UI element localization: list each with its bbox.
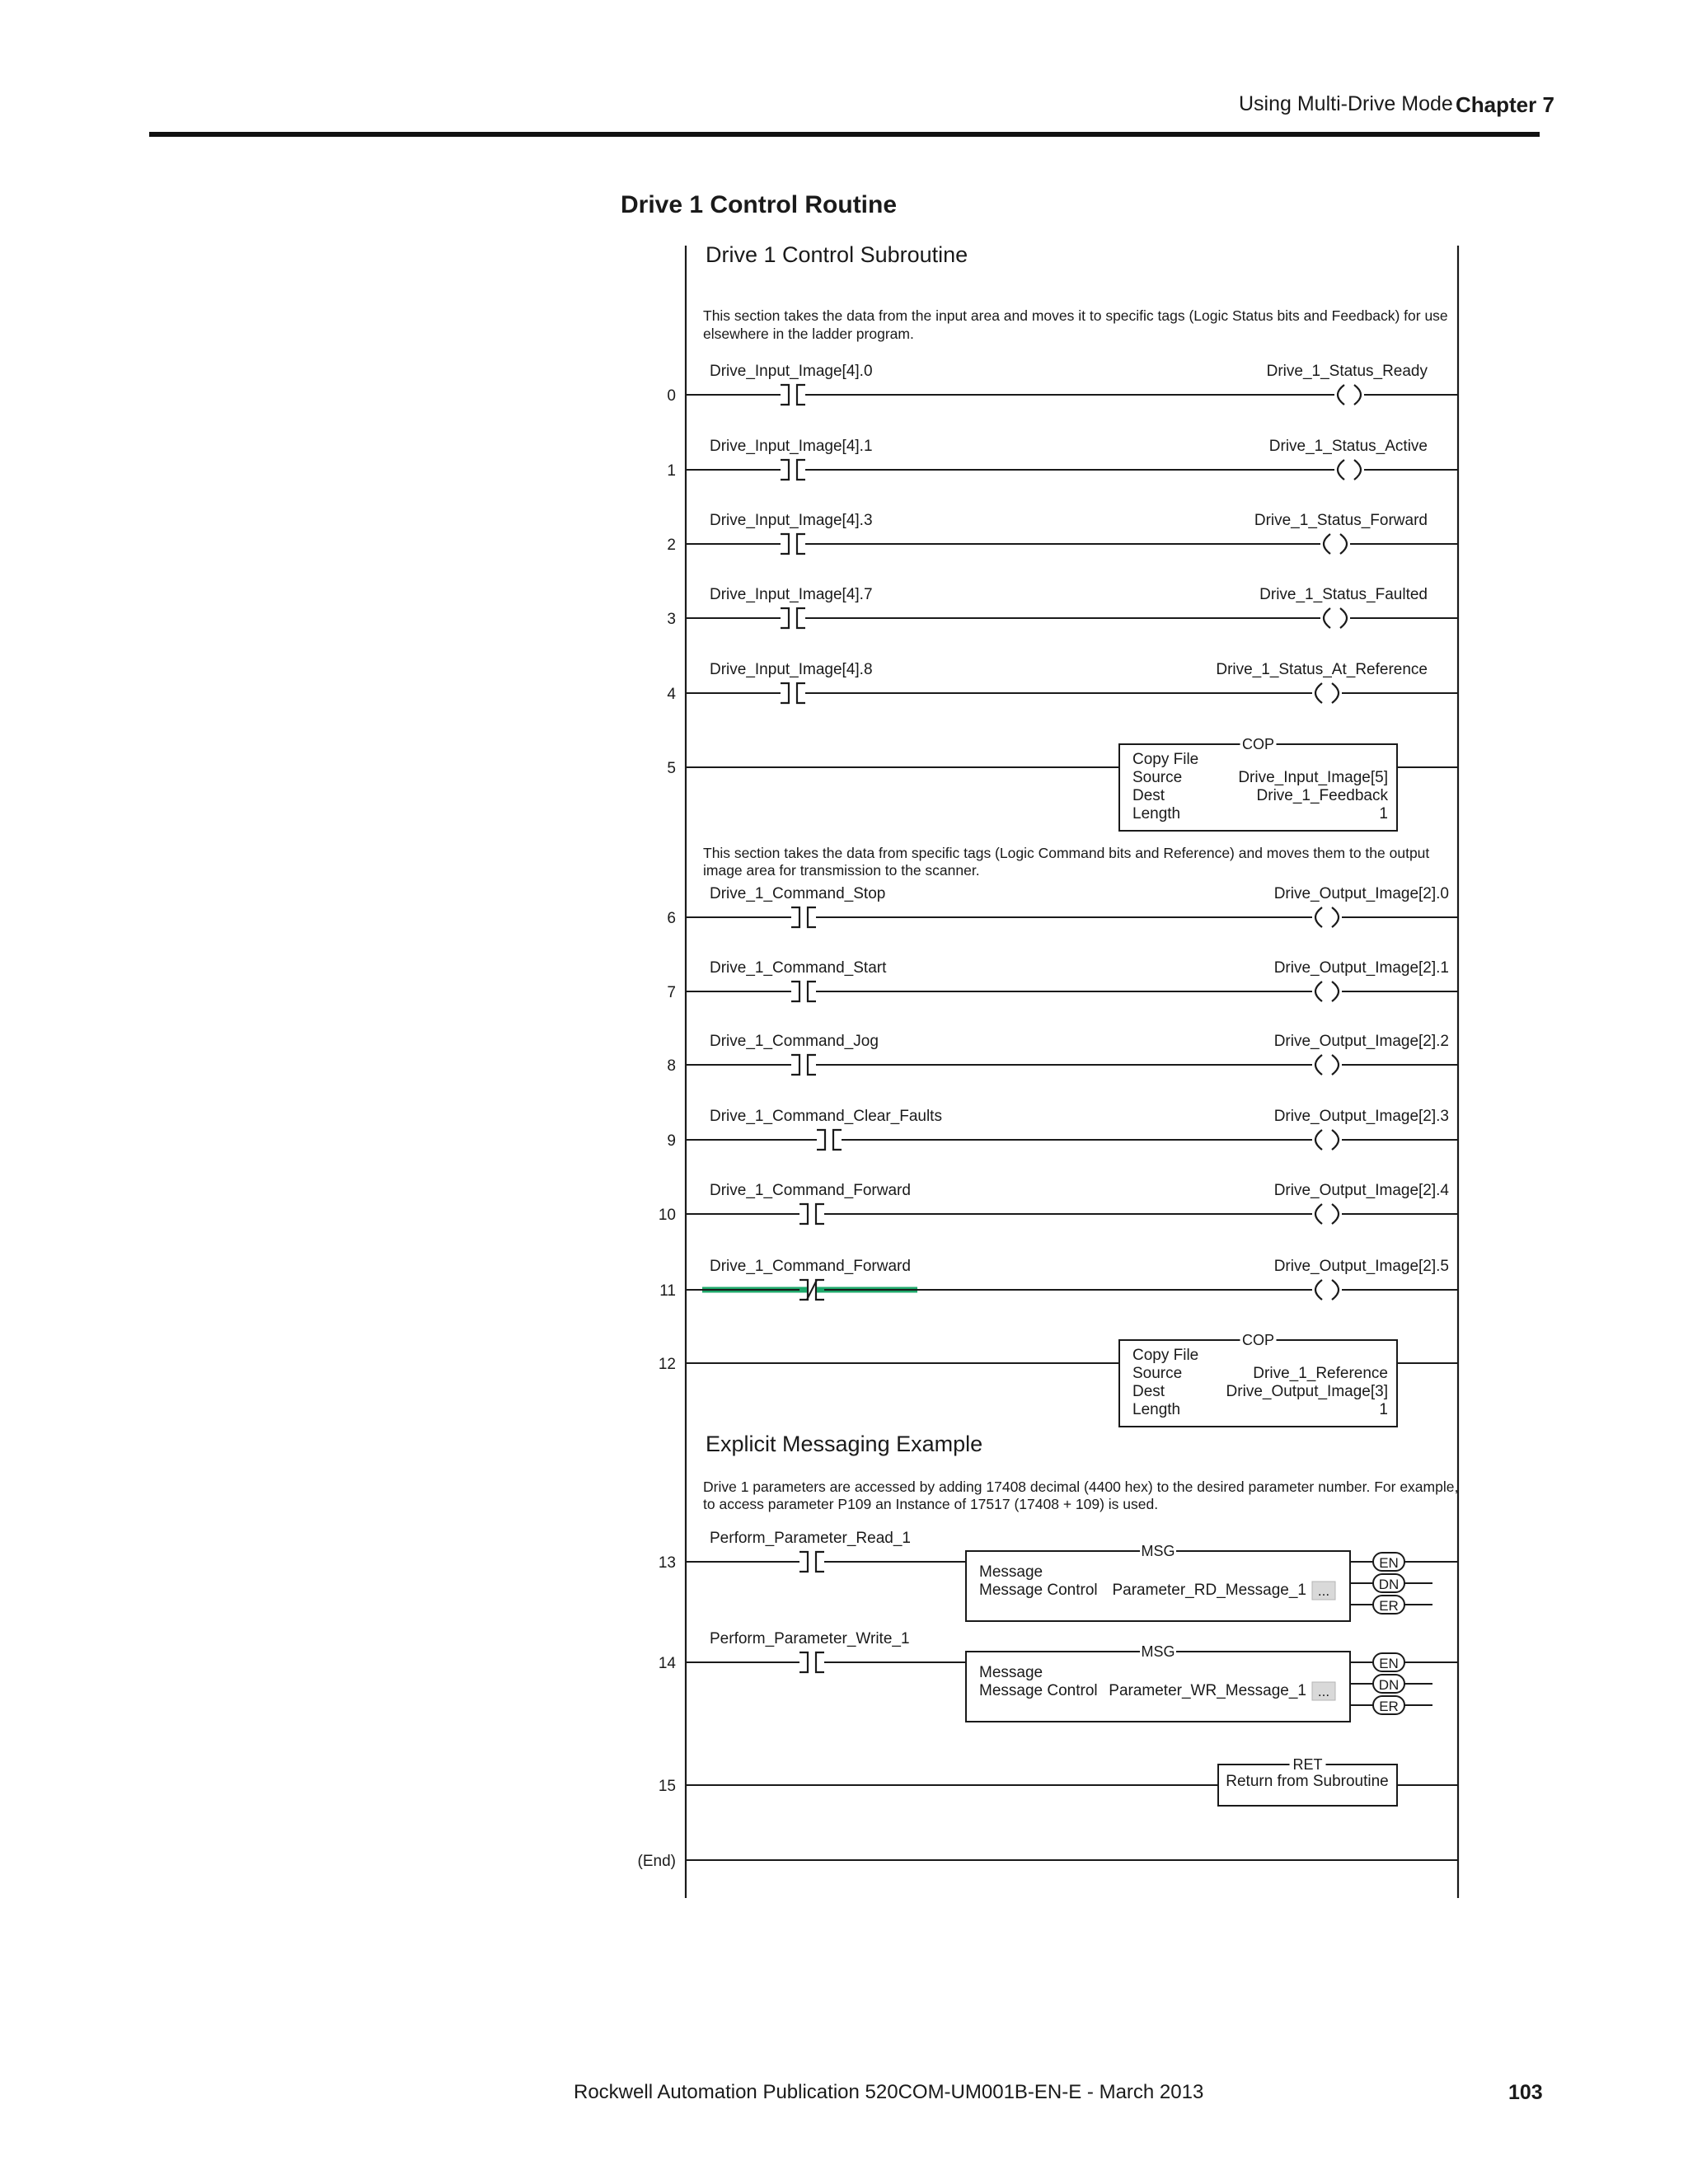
contact-1-left [781, 460, 789, 480]
msg-bit-label-14-1: DN [1378, 1677, 1400, 1693]
coil-2-right [1340, 534, 1347, 554]
contact-2-left [781, 534, 789, 554]
contact-9-right [833, 1130, 842, 1150]
msg-bit-label-13-2: ER [1379, 1598, 1399, 1614]
contact-13-left [799, 1552, 808, 1572]
cop-row-value-5-0: Drive_Input_Image[5] [1238, 769, 1388, 786]
coil-tag-7: Drive_Output_Image[2].1 [1273, 959, 1449, 977]
rung-number-8: 8 [667, 1057, 676, 1075]
ret-block-name: RET [1292, 1756, 1323, 1773]
cop-row-label-5-1: Dest [1132, 787, 1165, 804]
rung-number-9: 9 [667, 1132, 676, 1150]
coil-9-right [1332, 1130, 1339, 1150]
contact-tag-3: Drive_Input_Image[4].7 [710, 586, 873, 603]
cop-row-label-12-1: Dest [1132, 1383, 1165, 1400]
coil-0-right [1354, 385, 1361, 405]
cop-block-5-name: COP [1241, 736, 1275, 752]
coil-3-right [1340, 608, 1347, 628]
comment-3-line-2: to access parameter P109 an Instance of 17517 (17408 + 109) is used. [703, 1496, 1159, 1512]
contact-10-right [816, 1204, 824, 1224]
page-title: Drive 1 Control Routine [621, 191, 898, 218]
comment-1-line-2: elsewhere in the ladder program. [703, 326, 914, 342]
cop-row-label-12-0: Source [1132, 1365, 1183, 1382]
cop-row-value-5-2: 1 [1379, 805, 1388, 823]
explicit-messaging-title: Explicit Messaging Example [706, 1432, 983, 1456]
msg-title-13: Message [979, 1563, 1043, 1581]
coil-3-left [1324, 608, 1330, 628]
contact-14-right [816, 1652, 824, 1672]
contact-tag-10: Drive_1_Command_Forward [710, 1182, 911, 1199]
contact-6-right [808, 907, 816, 927]
comment-2-line-1: This section takes the data from specific tags (Logic Command bits and Reference) and moves them to the output [703, 845, 1430, 861]
comment-3-line-1: Drive 1 parameters are accessed by adding 17408 decimal (4400 hex) to the desired parameter number. For example, [703, 1479, 1459, 1495]
coil-4-left [1315, 683, 1322, 703]
coil-tag-2: Drive_1_Status_Forward [1254, 512, 1428, 529]
rung-number-6: 6 [667, 910, 676, 927]
contact-10-left [799, 1204, 808, 1224]
contact-3-left [781, 608, 789, 628]
cop-block-12-name: COP [1241, 1332, 1275, 1348]
rung-number-10: 10 [658, 1207, 676, 1224]
contact-tag-7: Drive_1_Command_Start [710, 959, 887, 977]
contact-1-right [797, 460, 805, 480]
header-section-title: Using Multi-Drive Mode [1239, 92, 1453, 115]
contact-tag-13: Perform_Parameter_Read_1 [710, 1530, 911, 1547]
contact-7-left [791, 982, 799, 1001]
msg-bit-label-13-1: DN [1378, 1577, 1400, 1592]
coil-4-right [1332, 683, 1339, 703]
contact-6-left [791, 907, 799, 927]
rungs-group [638, 363, 1458, 1870]
contact-tag-4: Drive_Input_Image[4].8 [710, 661, 873, 678]
rung-number-15: 15 [658, 1778, 676, 1795]
contact-4-right [797, 683, 805, 703]
coil-9-left [1315, 1130, 1322, 1150]
cop-title-5: Copy File [1132, 751, 1199, 768]
contact-tag-8: Drive_1_Command_Jog [710, 1033, 879, 1050]
contact-0-right [797, 385, 805, 405]
coil-11-right [1332, 1280, 1339, 1300]
routine-title: Drive 1 Control Subroutine [706, 242, 968, 267]
msg-browse-label-13: ... [1317, 1583, 1330, 1599]
coil-tag-4: Drive_1_Status_At_Reference [1216, 661, 1428, 678]
cop-row-label-5-2: Length [1132, 805, 1181, 823]
rung-number-4: 4 [667, 686, 676, 703]
coil-tag-6: Drive_Output_Image[2].0 [1273, 885, 1449, 902]
contact-9-left [817, 1130, 825, 1150]
contact-7-right [808, 982, 816, 1001]
cop-row-value-5-1: Drive_1_Feedback [1256, 787, 1388, 804]
coil-11-left [1315, 1280, 1322, 1300]
coil-2-left [1324, 534, 1330, 554]
contact-tag-14: Perform_Parameter_Write_1 [710, 1630, 910, 1647]
coil-tag-1: Drive_1_Status_Active [1268, 438, 1428, 455]
cop-row-value-12-2: 1 [1379, 1401, 1388, 1418]
contact-tag-1: Drive_Input_Image[4].1 [710, 438, 873, 455]
rung-number-16: (End) [637, 1853, 676, 1870]
coil-0-left [1338, 385, 1344, 405]
coil-tag-0: Drive_1_Status_Ready [1266, 363, 1428, 380]
ret-label: Return from Subroutine [1226, 1773, 1389, 1790]
contact-13-right [816, 1552, 824, 1572]
rung-number-12: 12 [658, 1356, 676, 1373]
cop-row-label-12-2: Length [1132, 1401, 1181, 1418]
msg-browse-label-14: ... [1317, 1684, 1330, 1699]
coil-tag-3: Drive_1_Status_Faulted [1259, 586, 1428, 603]
rung-number-1: 1 [667, 462, 676, 480]
msg-bit-label-14-0: EN [1379, 1656, 1399, 1671]
coil-6-left [1315, 907, 1322, 927]
footer-page-number: 103 [1508, 2081, 1543, 2104]
coil-7-left [1315, 982, 1322, 1001]
comment-2-line-2: image area for transmission to the scanner. [703, 862, 980, 879]
cop-row-value-12-1: Drive_Output_Image[3] [1226, 1383, 1388, 1400]
contact-3-right [797, 608, 805, 628]
header-chapter: Chapter 7 [1456, 92, 1554, 117]
coil-tag-8: Drive_Output_Image[2].2 [1273, 1033, 1449, 1050]
contact-4-left [781, 683, 789, 703]
coil-tag-11: Drive_Output_Image[2].5 [1273, 1258, 1449, 1275]
rung-number-5: 5 [667, 760, 676, 777]
contact-8-right [808, 1055, 816, 1075]
coil-8-left [1315, 1055, 1322, 1075]
contact-14-left [799, 1652, 808, 1672]
msg-block-14-name: MSG [1141, 1643, 1175, 1660]
msg-control-label-14: Message Control [979, 1682, 1098, 1699]
msg-control-tag-13: Parameter_RD_Message_1 [1112, 1582, 1306, 1599]
contact-2-right [797, 534, 805, 554]
msg-control-label-13: Message Control [979, 1582, 1098, 1599]
rung-number-7: 7 [667, 984, 676, 1001]
coil-7-right [1332, 982, 1339, 1001]
rung-number-14: 14 [658, 1655, 676, 1672]
msg-control-tag-14: Parameter_WR_Message_1 [1109, 1682, 1306, 1699]
msg-title-14: Message [979, 1664, 1043, 1681]
rung-number-2: 2 [667, 537, 676, 554]
rung-number-13: 13 [658, 1554, 676, 1572]
contact-tag-9: Drive_1_Command_Clear_Faults [710, 1108, 942, 1125]
coil-8-right [1332, 1055, 1339, 1075]
coil-tag-10: Drive_Output_Image[2].4 [1273, 1182, 1449, 1199]
coil-6-right [1332, 907, 1339, 927]
contact-tag-0: Drive_Input_Image[4].0 [710, 363, 873, 380]
msg-bit-label-14-2: ER [1379, 1699, 1399, 1714]
msg-bit-label-13-0: EN [1379, 1555, 1399, 1571]
rung-number-0: 0 [667, 387, 676, 405]
rung-number-11: 11 [659, 1282, 676, 1300]
contact-0-left [781, 385, 789, 405]
comment-1-line-1: This section takes the data from the input area and moves it to specific tags (Logic Status bits and Feedback) for use [703, 307, 1448, 324]
cop-row-label-5-0: Source [1132, 769, 1183, 786]
coil-tag-9: Drive_Output_Image[2].3 [1273, 1108, 1449, 1125]
contact-tag-2: Drive_Input_Image[4].3 [710, 512, 873, 529]
contact-tag-11: Drive_1_Command_Forward [710, 1258, 911, 1275]
footer-publication: Rockwell Automation Publication 520COM-UM001B-EN-E - March 2013 [574, 2081, 1204, 2103]
msg-block-13-name: MSG [1141, 1543, 1175, 1559]
rung-number-3: 3 [667, 611, 676, 628]
coil-1-right [1354, 460, 1361, 480]
contact-8-left [791, 1055, 799, 1075]
coil-1-left [1338, 460, 1344, 480]
cop-row-value-12-0: Drive_1_Reference [1253, 1365, 1388, 1382]
cop-title-12: Copy File [1132, 1347, 1199, 1364]
coil-10-right [1332, 1204, 1339, 1224]
contact-tag-6: Drive_1_Command_Stop [710, 885, 886, 902]
coil-10-left [1315, 1204, 1322, 1224]
